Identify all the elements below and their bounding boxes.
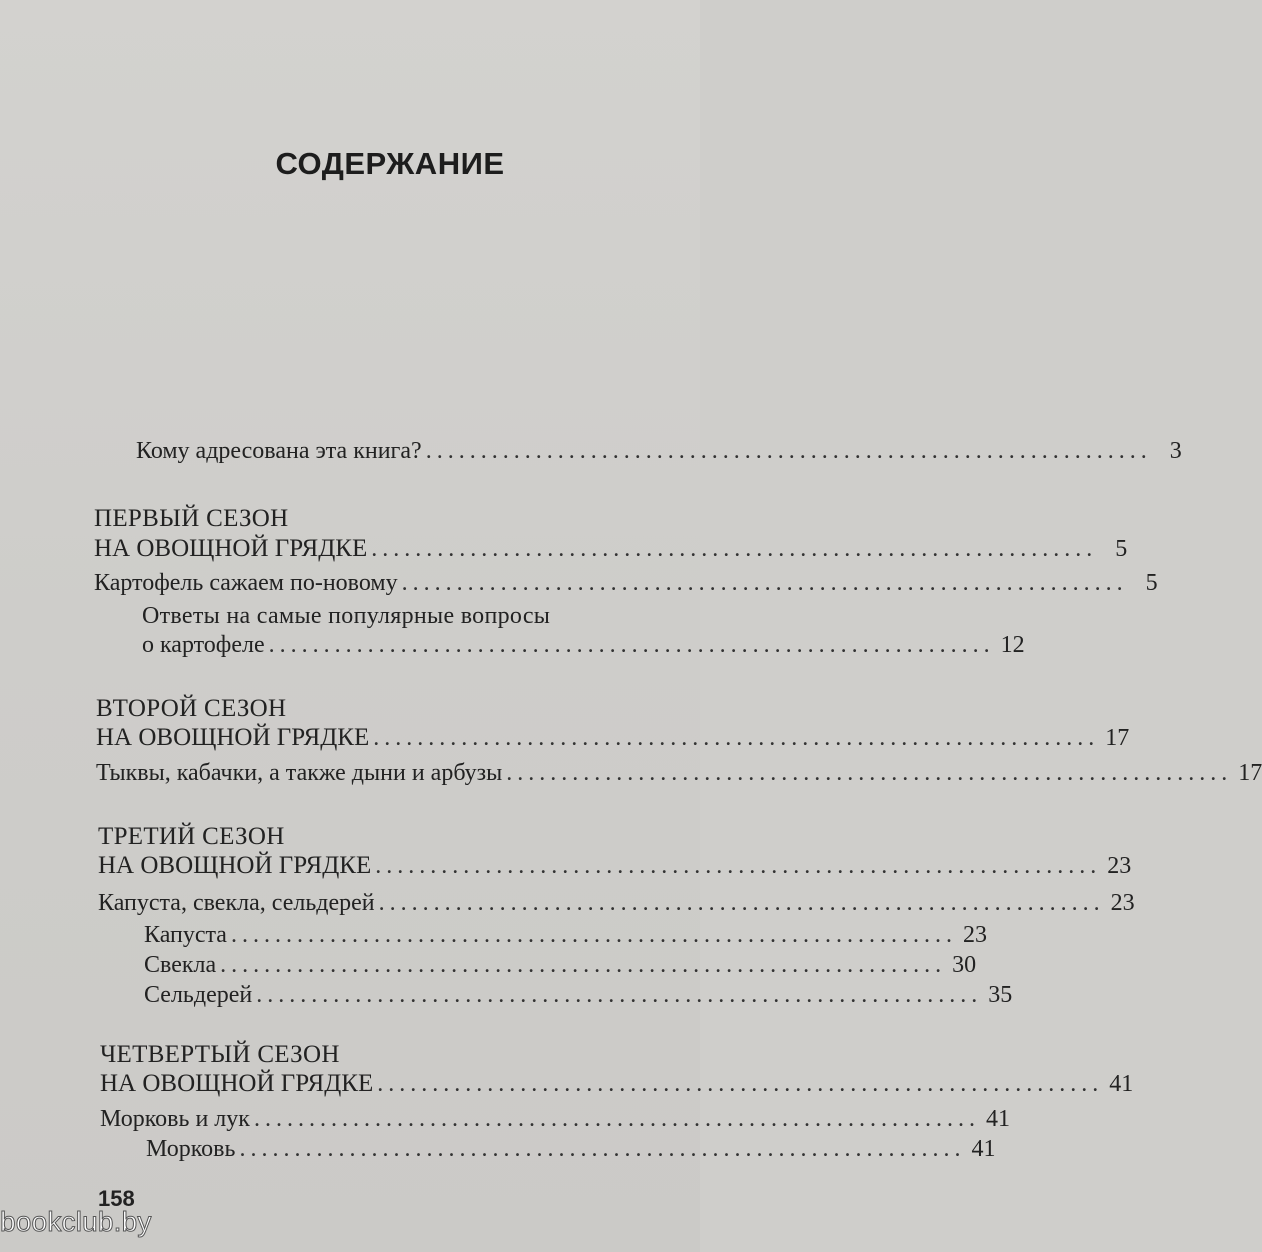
toc-page-number: 12 (1000, 632, 1025, 658)
section-heading: ПЕРВЫЙ СЕЗОН (94, 505, 289, 532)
section-heading: ТРЕТИЙ СЕЗОН (98, 823, 285, 850)
leader-dots: .................................................................. (230, 922, 957, 948)
leader-dots: .................................................................. (506, 760, 1233, 786)
leader-dots: .................................................................. (375, 853, 1102, 879)
toc-entry[interactable] (94, 568, 1158, 598)
toc-entry-section[interactable] (98, 851, 1132, 881)
leader-dots: .................................................................. (253, 1106, 980, 1132)
leader-dots: .................................................................. (377, 1071, 1104, 1097)
toc-entry-section[interactable] (100, 1069, 1134, 1099)
toc-page-number: 41 (1109, 1071, 1134, 1097)
toc-page-number: 23 (1107, 853, 1132, 879)
toc-entry-text: Кому адресована эта книга? (136, 438, 422, 464)
leader-dots: .................................................................. (401, 570, 1128, 596)
toc-entry-text: Морковь и лук (100, 1106, 250, 1132)
page-title: СОДЕРЖАНИЕ (275, 146, 505, 181)
leader-dots: .................................................................. (256, 982, 983, 1008)
toc-entry-text: НА ОВОЩНОЙ ГРЯДКЕ (100, 1070, 374, 1097)
toc-entry[interactable] (96, 758, 1262, 788)
toc-entry-text: Ответы на самые популярные вопросы (142, 603, 551, 629)
toc-entry-section[interactable] (96, 723, 1130, 753)
toc-entry[interactable] (100, 1104, 1010, 1134)
leader-dots: .................................................................. (220, 952, 947, 978)
toc-page-number: 3 (1169, 438, 1182, 464)
toc-entry-text: Сельдерей (144, 982, 253, 1008)
toc-entry-text: Тыквы, кабачки, а также дыни и арбузы (96, 760, 503, 786)
toc-entry-section[interactable] (94, 534, 1128, 564)
toc-entry[interactable] (98, 888, 1135, 918)
toc-page-number: 23 (962, 922, 987, 948)
toc-entry-text: Свекла (144, 952, 217, 978)
leader-dots: .................................................................. (371, 536, 1098, 562)
leader-dots: .................................................................. (373, 725, 1100, 751)
toc-page-number: 17 (1238, 760, 1262, 786)
toc-entry-text: о картофеле (142, 632, 265, 658)
page-number: 158 (98, 1186, 135, 1211)
leader-dots: .................................................................. (268, 632, 995, 658)
toc-page-number: 5 (1115, 536, 1128, 562)
toc-entry-text: НА ОВОЩНОЙ ГРЯДКЕ (98, 852, 372, 879)
toc-page-number: 17 (1105, 725, 1130, 751)
toc-page-number: 30 (952, 952, 977, 978)
toc-entry-text: НА ОВОЩНОЙ ГРЯДКЕ (94, 535, 368, 562)
leader-dots: .................................................................. (239, 1136, 966, 1162)
toc-page-number: 41 (985, 1106, 1010, 1132)
toc-entry-text: Морковь (146, 1136, 236, 1162)
toc-page-number: 5 (1145, 570, 1158, 596)
watermark: bookclub.by (0, 1206, 152, 1237)
toc-entry-text: Капуста, свекла, сельдерей (98, 890, 375, 916)
toc-entry[interactable] (144, 980, 1013, 1010)
toc-entry-text: Картофель сажаем по-новому (94, 570, 398, 596)
section-heading: ВТОРОЙ СЕЗОН (96, 695, 287, 722)
toc-page-number: 41 (971, 1136, 996, 1162)
toc-entry-text: НА ОВОЩНОЙ ГРЯДКЕ (96, 724, 370, 751)
leader-dots: .................................................................. (378, 890, 1105, 916)
section-heading: ЧЕТВЕРТЫЙ СЕЗОН (100, 1041, 340, 1068)
toc-entry[interactable] (142, 630, 1025, 660)
leader-dots: .................................................................. (425, 438, 1152, 464)
toc-entry[interactable] (146, 1134, 996, 1164)
toc-entry[interactable] (144, 920, 987, 950)
toc-entry-intro[interactable] (136, 436, 1182, 466)
toc-entry-text: Капуста (144, 922, 227, 948)
toc-entry[interactable] (144, 950, 977, 980)
toc-page-number: 23 (1110, 890, 1135, 916)
toc-page-number: 35 (988, 982, 1013, 1008)
